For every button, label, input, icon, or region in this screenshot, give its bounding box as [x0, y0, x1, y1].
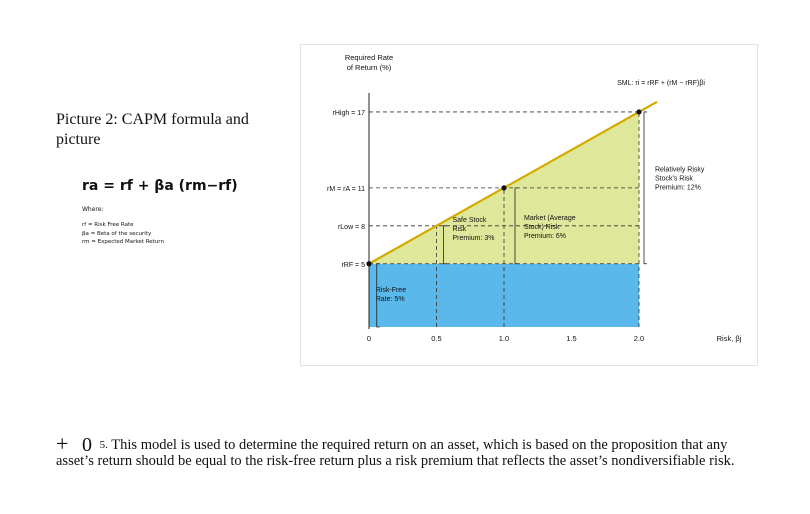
sml-chart — [300, 44, 758, 366]
definition-beta: βa = Beta of the security — [82, 230, 152, 237]
risky-annotation-line-0: Relatively Risky — [655, 166, 705, 174]
risk-free-annotation-line-1: Rate: 5% — [375, 295, 405, 303]
risk-free-annotation-line-0: Risk-Free — [375, 286, 407, 294]
plus-icon[interactable]: + — [56, 431, 69, 456]
x-tick-label-2: 1.0 — [498, 334, 510, 343]
risky-bracket — [644, 112, 647, 264]
points-value: 0 — [82, 434, 93, 456]
y-tick-label-0: rRF = 5 — [341, 261, 365, 269]
safe-stock-annotation-line-0: Safe Stock — [452, 216, 487, 224]
x-tick-label-4: 2.0 — [633, 334, 645, 343]
question-text-block — [56, 431, 756, 469]
risky-annotation-line-1: Stock's Risk — [655, 175, 693, 183]
where-label: Where: — [82, 206, 104, 213]
x-tick-label-3: 1.5 — [566, 334, 577, 343]
picture-title: Picture 2: CAPM formula and picture — [56, 111, 249, 148]
safe-stock-annotation-line-1: Risk — [452, 225, 467, 233]
sml-point-0 — [366, 261, 371, 266]
y-tick-label-2: rM = rA = 11 — [327, 185, 365, 193]
market-annotation-line-2: Premium: 6% — [524, 232, 567, 240]
y-axis-title-line-1: Required Rate — [344, 53, 394, 62]
market-annotation-line-1: Stock) Risk — [524, 223, 560, 231]
safe-stock-annotation-line-2: Premium: 3% — [452, 234, 495, 242]
y-axis-title-line-2: of Return (%) — [346, 63, 392, 72]
question-text: This model is used to determine the required return on an asset, which is based on the proposition that any asset’s return should be equal to the risk-free return plus a risk premium that reflects the asset’s nondiversifiable risk. — [56, 437, 735, 469]
sml-point-2 — [636, 109, 641, 114]
definitions-list — [82, 221, 164, 247]
definition-rf: rf = Risk Free Rate — [82, 222, 134, 228]
capm-formula: ra = rf + βa (rm−rf) — [82, 178, 238, 194]
risky-annotation-line-2: Premium: 12% — [655, 184, 701, 192]
chart-svg — [301, 45, 759, 367]
x-tick-label-1: 0.5 — [431, 334, 442, 343]
market-annotation-line-0: Market (Average — [524, 214, 576, 222]
sml-legend-label: SML: ri = rRF + (rM − rRF)βi — [617, 80, 705, 87]
question-number: 5. — [99, 439, 108, 451]
x-axis-title: Risk, βj — [716, 334, 742, 343]
y-tick-label-3: rHigh = 17 — [332, 109, 365, 117]
sml-point-1 — [501, 185, 506, 190]
left-column — [56, 110, 316, 150]
x-tick-label-0: 0 — [366, 334, 372, 343]
definition-rm: rm = Expected Market Return — [82, 239, 164, 245]
y-tick-label-1: rLow = 8 — [337, 223, 365, 231]
